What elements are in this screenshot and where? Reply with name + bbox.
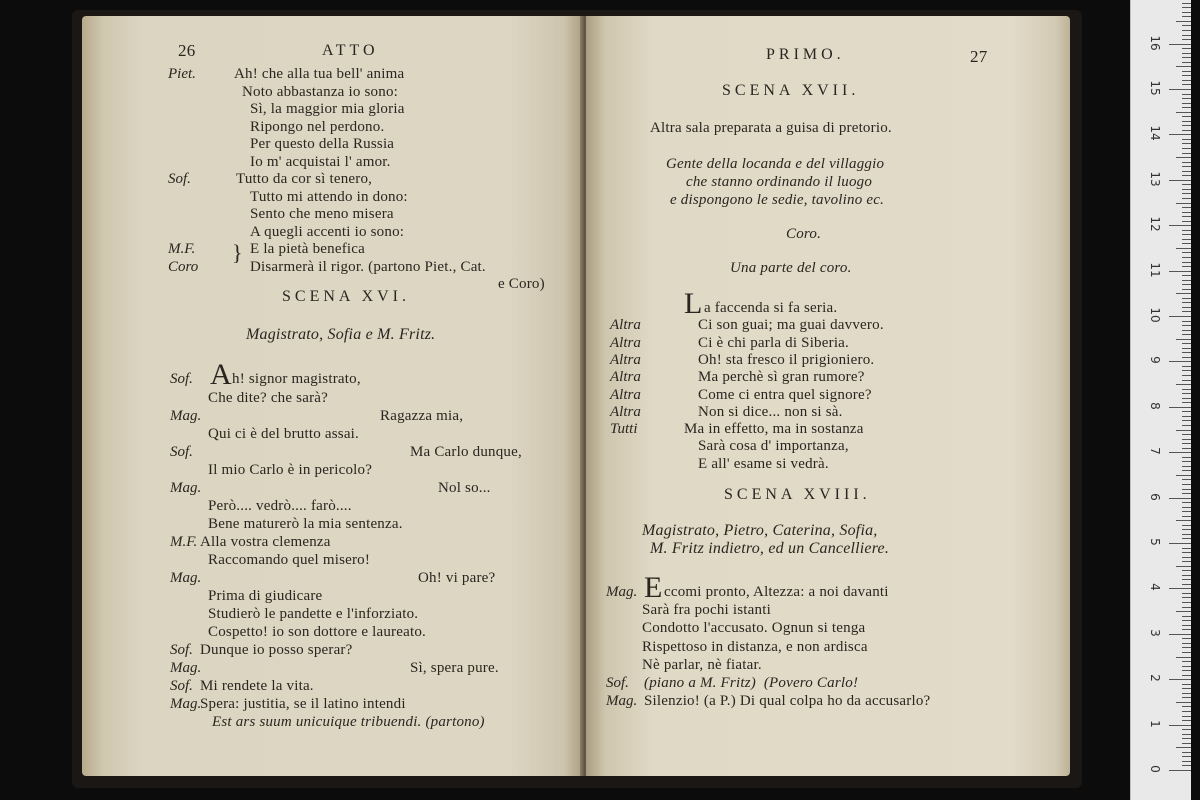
ruler-tick (1176, 384, 1191, 385)
ruler-tick (1176, 21, 1191, 22)
speaker-label: Piet. (168, 66, 196, 82)
ruler-tick (1182, 761, 1191, 762)
ruler-tick (1169, 543, 1191, 544)
ruler-tick (1182, 620, 1191, 621)
ruler-tick (1182, 688, 1191, 689)
ruler-tick (1182, 720, 1191, 721)
ruler-tick (1182, 416, 1191, 417)
ruler-tick (1182, 189, 1191, 190)
chorus-line: Ci son guai; ma guai davvero. (698, 317, 884, 334)
ruler-tick (1182, 221, 1191, 222)
dialogue-line: Sarà fra pochi istanti (642, 602, 771, 619)
ruler-tick (1182, 321, 1191, 322)
scene-xviii-characters-1: Magistrato, Pietro, Caterina, Sofia, (642, 522, 878, 539)
speaker-label: Sof. (170, 371, 193, 387)
ruler-tick (1182, 12, 1191, 13)
ruler-tick (1182, 607, 1191, 608)
ruler-tick (1182, 661, 1191, 662)
ruler-number: 14 (1148, 125, 1162, 142)
ruler-tick (1169, 679, 1191, 680)
ruler-number: 7 (1148, 447, 1162, 455)
right-page (586, 16, 1070, 776)
ruler-tick (1182, 697, 1191, 698)
speaker-label: Altra (610, 317, 641, 334)
ruler-tick (1182, 280, 1191, 281)
left-page-number: 26 (178, 41, 196, 60)
ruler-tick (1182, 252, 1191, 253)
ruler-number: 10 (1148, 307, 1162, 323)
ruler-tick (1182, 125, 1191, 126)
ruler-tick (1182, 175, 1191, 176)
ruler-tick (1182, 257, 1191, 258)
ruler-tick (1182, 302, 1191, 303)
ruler-tick (1182, 148, 1191, 149)
ruler-tick (1182, 121, 1191, 122)
ruler-tick (1176, 248, 1191, 249)
dialogue-line: Spera: justitia, se il latino intendi (200, 696, 406, 712)
verse-line: E la pietà benefica (250, 241, 365, 257)
coro-label: Coro. (786, 226, 822, 242)
speaker-label: Tutti (610, 421, 638, 438)
ruler-tick (1182, 75, 1191, 76)
ruler-tick (1182, 602, 1191, 603)
speaker-label: M.F. (170, 534, 198, 550)
ruler-tick (1182, 71, 1191, 72)
ruler-tick (1182, 561, 1191, 562)
chorus-line: Oh! sta fresco il prigioniero. (698, 351, 875, 368)
ruler-tick (1182, 511, 1191, 512)
dialogue-line: ccomi pronto, Altezza: a noi davanti (664, 584, 889, 600)
ruler-tick (1169, 725, 1191, 726)
ruler-tick (1182, 266, 1191, 267)
ruler-tick (1182, 439, 1191, 440)
verse-line: Noto abbastanza io sono: (242, 83, 399, 100)
speaker-label: Altra (610, 369, 641, 386)
ruler-tick (1182, 298, 1191, 299)
ruler-tick (1176, 157, 1191, 158)
dialogue-line: (piano a M. Fritz) (Povero Carlo! (644, 675, 859, 691)
ruler-tick (1182, 479, 1191, 480)
ruler-tick (1182, 425, 1191, 426)
chorus-line: Ma perchè sì gran rumore? (698, 369, 865, 386)
ruler-tick (1182, 402, 1191, 403)
dialogue-line: Dunque io posso sperar? (200, 642, 353, 658)
ruler-tick (1182, 643, 1191, 644)
ruler-tick (1169, 407, 1191, 408)
ruler-tick (1182, 466, 1191, 467)
ruler-tick (1182, 212, 1191, 213)
ruler-tick (1182, 765, 1191, 766)
ruler-tick (1176, 657, 1191, 658)
ruler-tick (1176, 66, 1191, 67)
dialogue-line: Che dite? che sarà? (208, 390, 328, 406)
ruler-tick (1182, 193, 1191, 194)
ruler-tick (1182, 239, 1191, 240)
ruler-tick (1169, 225, 1191, 226)
ruler-tick (1169, 634, 1191, 635)
chorus-line: Ci è chi parla di Siberia. (698, 334, 849, 351)
coro-sub: Una parte del coro. (730, 260, 852, 276)
ruler-tick (1182, 30, 1191, 31)
dialogue-line: Mi rendete la vita. (200, 678, 314, 694)
ruler-tick (1169, 770, 1191, 771)
verse-line: Sì, la maggior mia gloria (250, 101, 405, 117)
drop-cap: L (684, 287, 703, 320)
ruler-tick (1182, 343, 1191, 344)
speaker-label: M.F. (168, 241, 196, 257)
ruler-tick (1182, 502, 1191, 503)
scene-xvi-heading: SCENA XVI. (282, 288, 411, 305)
dialogue-line: Raccomando quel misero! (208, 552, 371, 568)
stage-direction-line-1: Gente della locanda e del villaggio (666, 156, 885, 172)
ruler-tick (1182, 3, 1191, 4)
chorus-line: Sarà cosa d' importanza, (698, 438, 849, 455)
scene-xviii-characters-2: M. Fritz indietro, ed un Cancelliere. (650, 540, 890, 557)
ruler-tick (1182, 207, 1191, 208)
speaker-label: Altra (610, 386, 641, 403)
ruler-tick (1182, 647, 1191, 648)
dialogue-line: Silenzio! (a P.) Di qual colpa ho da accusarlo? (644, 693, 931, 710)
scene-xvi-characters: Magistrato, Sofia e M. Fritz. (246, 326, 436, 343)
speaker-label: Sof. (168, 171, 191, 187)
ruler-tick (1182, 171, 1191, 172)
ruler-tick (1182, 625, 1191, 626)
ruler-tick (1182, 752, 1191, 753)
ruler-tick (1182, 262, 1191, 263)
speaker-label: Mag. (606, 693, 638, 710)
ruler-tick (1182, 380, 1191, 381)
ruler-tick (1182, 130, 1191, 131)
ruler-tick (1182, 684, 1191, 685)
ruler-tick (1182, 352, 1191, 353)
chorus-line: a faccenda si fa seria. (704, 300, 838, 316)
ruler-tick (1182, 398, 1191, 399)
ruler-tick (1182, 275, 1191, 276)
ruler-tick (1182, 584, 1191, 585)
ruler-tick (1182, 370, 1191, 371)
right-running-head: PRIMO. (766, 46, 845, 63)
ruler-tick (1182, 143, 1191, 144)
ruler-tick (1169, 452, 1191, 453)
scene-xviii-heading: SCENA XVIII. (724, 486, 871, 503)
ruler-number: 8 (1148, 401, 1162, 410)
ruler-tick (1182, 53, 1191, 54)
ruler-tick (1182, 393, 1191, 394)
verse-line: Sento che meno misera (250, 206, 394, 222)
ruler-tick (1182, 716, 1191, 717)
dialogue-line: Rispettoso in distanza, e non ardisca (642, 638, 868, 655)
drop-cap: A (210, 358, 232, 391)
ruler-tick (1182, 738, 1191, 739)
ruler-tick (1182, 116, 1191, 117)
ruler-tick (1182, 552, 1191, 553)
measuring-ruler (1130, 0, 1191, 800)
ruler-tick (1169, 89, 1191, 90)
ruler-tick (1182, 443, 1191, 444)
ruler-tick (1182, 234, 1191, 235)
ruler-tick (1182, 420, 1191, 421)
ruler-tick (1169, 44, 1191, 45)
ruler-number: 2 (1148, 674, 1162, 682)
ruler-tick (1182, 711, 1191, 712)
ruler-tick (1182, 457, 1191, 458)
speaker-label: Mag. (606, 584, 638, 600)
ruler-tick (1182, 348, 1191, 349)
ruler-tick (1182, 284, 1191, 285)
left-running-head: ATTO (322, 42, 379, 59)
dialogue-line: Nol so... (438, 480, 491, 496)
ruler-tick (1176, 611, 1191, 612)
verse-line: Io m' acquistai l' amor. (250, 153, 391, 170)
ruler-tick (1182, 103, 1191, 104)
ruler-tick (1169, 498, 1191, 499)
ruler-tick (1182, 484, 1191, 485)
ruler-tick (1182, 375, 1191, 376)
ruler-tick (1176, 293, 1191, 294)
ruler-tick (1169, 588, 1191, 589)
speaker-label: Sof. (606, 675, 629, 691)
speaker-label: Mag. (170, 696, 202, 712)
verse-line: Tutto da cor sì tenero, (236, 171, 373, 187)
ruler-number: 3 (1148, 628, 1162, 637)
verse-line: Per questo della Russia (250, 136, 395, 152)
ruler-tick (1182, 670, 1191, 671)
ruler-tick (1182, 706, 1191, 707)
ruler-tick (1182, 534, 1191, 535)
ruler-tick (1182, 357, 1191, 358)
ruler-tick (1182, 366, 1191, 367)
dialogue-line: Oh! vi pare? (418, 570, 496, 586)
dialogue-line: Nè parlar, nè fiatar. (642, 656, 762, 673)
dialogue-line: Ma Carlo dunque, (410, 444, 522, 460)
ruler-tick (1176, 339, 1191, 340)
verse-line: A quegli accenti io sono: (250, 223, 405, 240)
ruler-tick (1182, 516, 1191, 517)
ruler-tick (1182, 666, 1191, 667)
right-page-number: 27 (970, 47, 988, 66)
ruler-number: 5 (1148, 538, 1162, 546)
ruler-tick (1182, 652, 1191, 653)
ruler-tick (1182, 597, 1191, 598)
ruler-tick (1182, 493, 1191, 494)
dialogue-line: Bene maturerò la mia sentenza. (208, 516, 403, 532)
speaker-label: Sof. (170, 642, 193, 658)
dialogue-line: Qui ci è del brutto assai. (208, 426, 359, 442)
ruler-tick (1169, 180, 1191, 181)
ruler-tick (1182, 57, 1191, 58)
ruler-tick (1182, 693, 1191, 694)
ruler-tick (1182, 507, 1191, 508)
ruler-tick (1182, 98, 1191, 99)
ruler-tick (1182, 166, 1191, 167)
ruler-number: 6 (1148, 492, 1162, 501)
ruler-tick (1182, 529, 1191, 530)
ruler-tick (1182, 62, 1191, 63)
ruler-tick (1176, 203, 1191, 204)
ruler-tick (1176, 747, 1191, 748)
speaker-label: Coro (168, 258, 199, 275)
dialogue-line: Sì, spera pure. (410, 660, 499, 676)
dialogue-line: Alla vostra clemenza (200, 534, 331, 550)
chorus-line: Ma in effetto, ma in sostanza (684, 421, 864, 438)
ruler-tick (1182, 307, 1191, 308)
speaker-label: Mag. (170, 570, 202, 586)
dialogue-line: Prima di giudicare (208, 588, 323, 604)
ruler-tick (1182, 448, 1191, 449)
chorus-line: Non si dice... non si sà. (698, 403, 843, 420)
dialogue-line: Però.... vedrò.... farò.... (208, 498, 352, 514)
ruler-tick (1182, 139, 1191, 140)
verse-line: Tutto mi attendo in dono: (250, 188, 408, 205)
ruler-tick (1176, 430, 1191, 431)
dialogue-line: Cospetto! io son dottore e laureato. (208, 624, 426, 640)
ruler-tick (1176, 112, 1191, 113)
ruler-tick (1182, 230, 1191, 231)
ruler-tick (1182, 575, 1191, 576)
scene-xvii-heading: SCENA XVII. (722, 82, 860, 99)
ruler-tick (1176, 566, 1191, 567)
ruler-number: 0 (1148, 765, 1162, 773)
dialogue-line: h! signor magistrato, (232, 371, 361, 387)
ruler-tick (1169, 134, 1191, 135)
ruler-tick (1182, 84, 1191, 85)
ruler-number: 16 (1148, 34, 1162, 51)
drop-cap: E (644, 571, 663, 604)
ruler-tick (1182, 153, 1191, 154)
ruler-tick (1182, 538, 1191, 539)
ruler-tick (1182, 548, 1191, 549)
ruler-tick (1182, 579, 1191, 580)
ruler-tick (1182, 289, 1191, 290)
scene-xvii-setting: Altra sala preparata a guisa di pretorio. (650, 120, 892, 136)
ruler-tick (1182, 198, 1191, 199)
ruler-tick (1182, 94, 1191, 95)
ruler-number: 15 (1148, 80, 1162, 96)
speaker-label: Sof. (170, 444, 193, 460)
stage-direction-line-2: che stanno ordinando il luogo (686, 174, 873, 190)
ruler-tick (1176, 520, 1191, 521)
ruler-tick (1182, 743, 1191, 744)
ruler-tick (1182, 162, 1191, 163)
ruler-tick (1182, 734, 1191, 735)
ruler-tick (1182, 325, 1191, 326)
speaker-label: Mag. (170, 408, 202, 424)
ruler-tick (1182, 756, 1191, 757)
speaker-label: Mag. (170, 660, 202, 676)
ruler-tick (1182, 334, 1191, 335)
ruler-tick (1182, 311, 1191, 312)
verse-line: Ah! che alla tua bell' anima (234, 66, 405, 82)
ruler-tick (1182, 184, 1191, 185)
ruler-tick (1182, 616, 1191, 617)
ruler-tick (1182, 16, 1191, 17)
ruler-tick (1182, 525, 1191, 526)
speaker-label: Altra (610, 403, 641, 420)
speaker-label: Mag. (170, 480, 202, 496)
ruler-tick (1182, 243, 1191, 244)
dialogue-line: Studierò le pandette e l'inforziato. (208, 606, 419, 622)
ruler-tick (1169, 271, 1191, 272)
ruler-tick (1182, 25, 1191, 26)
ruler-tick (1176, 475, 1191, 476)
verse-line: e Coro) (498, 276, 545, 292)
ruler-tick (1182, 675, 1191, 676)
ruler-tick (1182, 434, 1191, 435)
ruler-number: 1 (1148, 719, 1162, 728)
dialogue-line: Ragazza mia, (380, 408, 464, 424)
ruler-tick (1176, 702, 1191, 703)
ruler-tick (1182, 489, 1191, 490)
ruler-tick (1169, 316, 1191, 317)
verse-line: Disarmerà il rigor. (partono Piet., Cat. (250, 258, 486, 275)
ruler-number: 13 (1148, 171, 1162, 187)
ruler-number: 4 (1148, 583, 1162, 592)
ruler-tick (1182, 216, 1191, 217)
ruler-number: 9 (1148, 356, 1162, 365)
speaker-label: Altra (610, 351, 641, 368)
ruler-tick (1182, 470, 1191, 471)
stage-direction-line-3: e dispongono le sedie, tavolino ec. (670, 192, 885, 208)
chorus-line: E all' esame si vedrà. (698, 455, 829, 472)
ruler-tick (1182, 48, 1191, 49)
ruler-tick (1182, 107, 1191, 108)
dialogue-line: Condotto l'accusato. Ognun si tenga (642, 620, 866, 637)
ruler-number: 11 (1148, 261, 1162, 278)
dialogue-line: Est ars suum unicuique tribuendi. (partono) (212, 714, 485, 730)
ruler-tick (1182, 411, 1191, 412)
ruler-tick (1182, 80, 1191, 81)
ruler-tick (1182, 330, 1191, 331)
ruler-tick (1182, 570, 1191, 571)
chorus-line: Come ci entra quel signore? (698, 386, 872, 403)
ruler-tick (1182, 629, 1191, 630)
ruler-tick (1182, 638, 1191, 639)
ruler-tick (1182, 39, 1191, 40)
ruler-tick (1182, 729, 1191, 730)
speaker-label: Sof. (170, 678, 193, 694)
ruler-tick (1169, 361, 1191, 362)
ruler-tick (1182, 7, 1191, 8)
speaker-label: Altra (610, 334, 641, 351)
ruler-tick (1182, 557, 1191, 558)
brace-mark: } (232, 240, 243, 265)
ruler-tick (1182, 35, 1191, 36)
verse-line: Ripongo nel perdono. (250, 118, 385, 135)
dialogue-line: Il mio Carlo è in pericolo? (208, 462, 373, 478)
ruler-tick (1182, 389, 1191, 390)
ruler-tick (1182, 593, 1191, 594)
ruler-tick (1182, 461, 1191, 462)
ruler-number: 12 (1148, 216, 1162, 232)
left-page (82, 16, 584, 776)
